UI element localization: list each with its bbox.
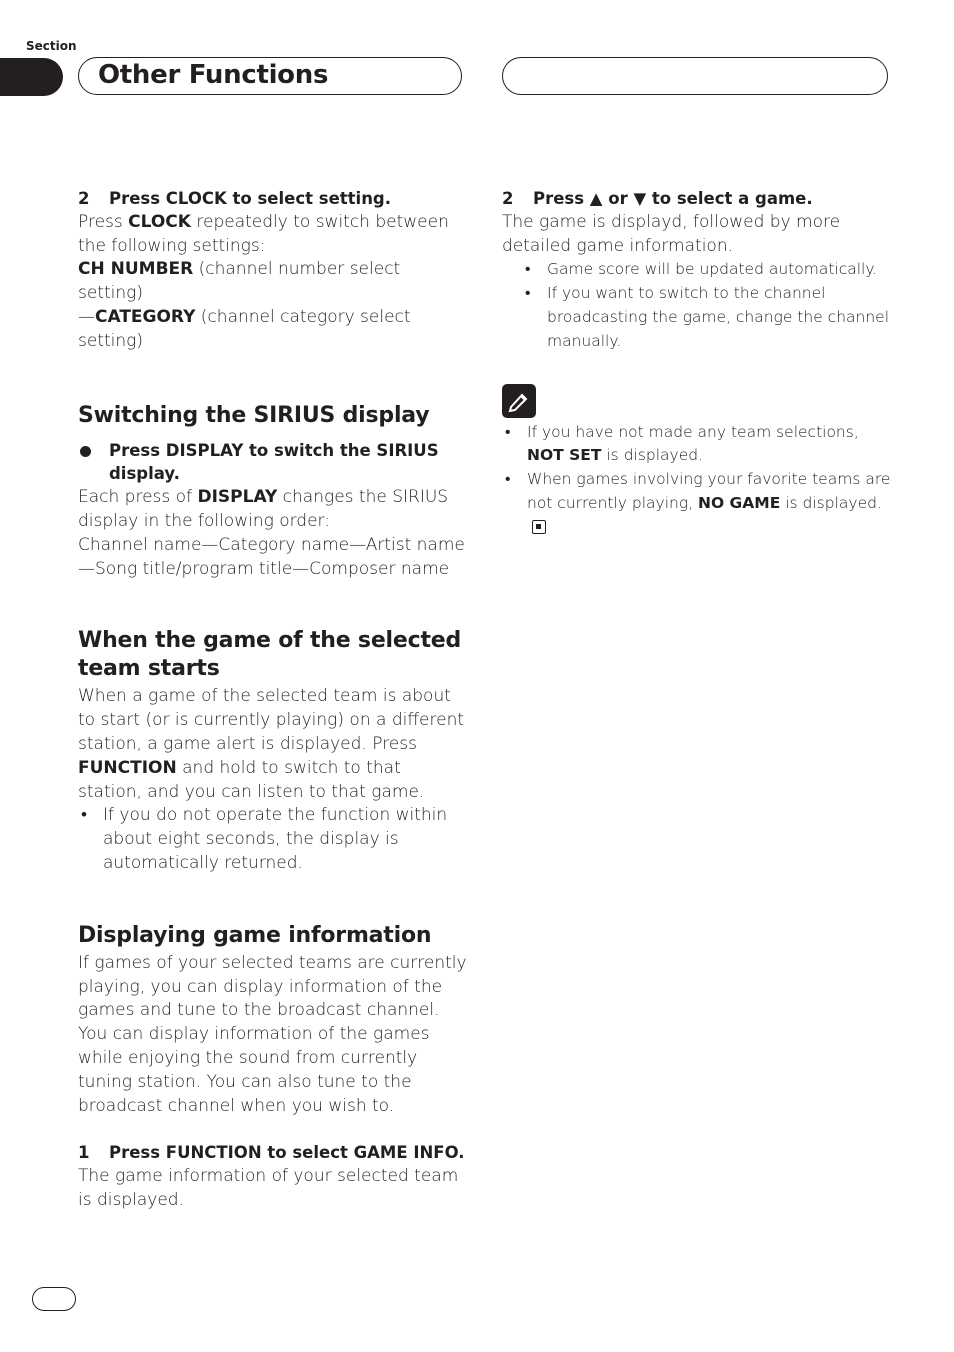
note-item: • When games involving your favorite teams are not currently playing, NO GAME is displayed.	[502, 468, 894, 516]
paragraph: Press CLOCK repeatedly to switch between the following settings:	[78, 211, 449, 256]
paragraph: You can display information of the games while enjoying the sound from currently tuning station. You can also tune to the broadcast channel when you wish to.	[78, 1024, 430, 1116]
section-tab	[0, 58, 63, 96]
bullet-dot-icon	[80, 446, 91, 457]
paragraph: Channel name—Category name—Artist name—Song title/program title—Composer name	[78, 534, 465, 579]
heading-switching-display: Switching the SIRIUS display	[78, 402, 430, 428]
paragraph: The game information of your selected team is displayed.	[78, 1166, 459, 1210]
paragraph: The game is displayd, followed by more detailed game information.	[502, 211, 841, 256]
end-of-section-icon	[532, 520, 546, 534]
header-right-box	[502, 57, 888, 95]
list-item: • If you want to switch to the channel broadcasting the game, change the channel manually.	[522, 282, 894, 353]
heading-display-info: Displaying game information	[78, 922, 432, 948]
note-item: • If you have not made any team selections, NOT SET is displayed.	[502, 421, 894, 469]
note-pencil-icon	[502, 384, 536, 418]
instruction-bullet: Press DISPLAY to switch the SIRIUS display.	[78, 439, 468, 487]
heading-game-starts: When the game of the selected team starts	[78, 628, 462, 682]
paragraph: When a game of the selected team is about to start (or is currently playing) on a different station, a game alert is displayed. Press FUNCTION and hold to switch to that station, and you can listen to that game.	[78, 686, 465, 802]
list-item: • Game score will be updated automatically.	[522, 258, 894, 282]
paragraph: If games of your selected teams are currently playing, you can display information of the games and tune to the broadcast channel.	[78, 952, 467, 1021]
step-heading: 1 Press FUNCTION to select GAME INFO.	[78, 1143, 465, 1163]
paragraph: —CATEGORY (channel category select setting)	[78, 306, 411, 351]
step-heading: 2 Press ▲ or ▼ to select a game.	[502, 189, 813, 208]
section-label: Section	[26, 39, 77, 53]
paragraph: CH NUMBER (channel number select setting)	[78, 259, 401, 304]
paragraph: Each press of DISPLAY changes the SIRIUS display in the following order:	[78, 487, 449, 531]
title-box	[78, 57, 462, 95]
list-item: • If you do not operate the function within about eight seconds, the display is automatically returned.	[78, 804, 468, 875]
step-heading: 2 Press CLOCK to select setting.	[78, 189, 392, 208]
left-column	[78, 187, 468, 1213]
page-number-badge	[32, 1287, 76, 1311]
page-title: Other Functions	[98, 60, 329, 90]
right-column	[502, 187, 894, 542]
